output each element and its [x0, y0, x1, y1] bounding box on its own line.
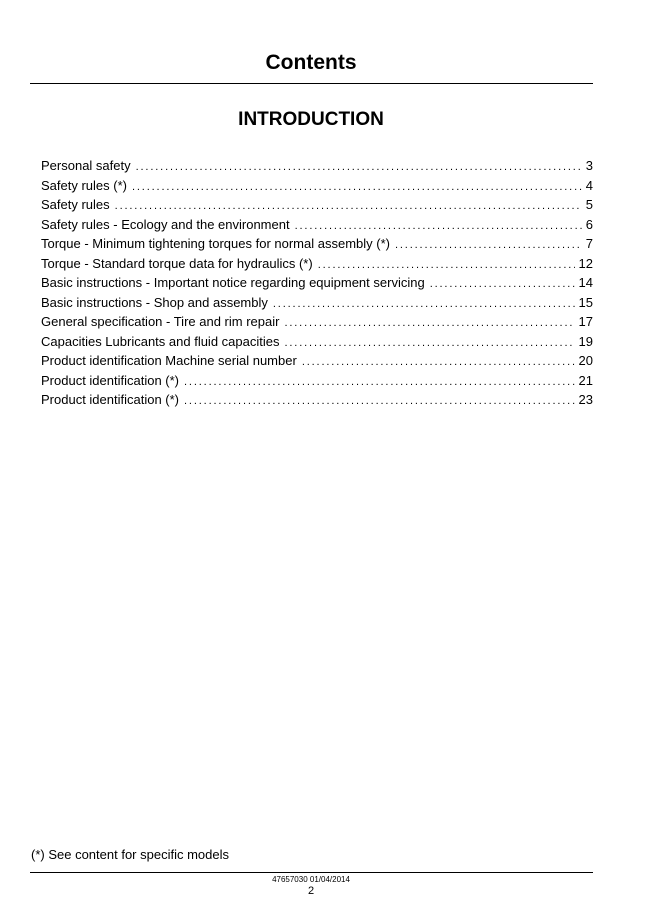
toc-leader-dots: [184, 373, 575, 393]
footnote: (*) See content for specific models: [31, 847, 229, 862]
toc-entry-label[interactable]: Product identification Machine serial number: [41, 353, 297, 368]
top-divider: [30, 83, 593, 84]
toc-entry-label[interactable]: Product identification (*): [41, 392, 180, 407]
toc-entry-page[interactable]: 20: [578, 353, 593, 368]
toc-entry-page[interactable]: 19: [578, 333, 593, 349]
toc-entry[interactable]: [41, 390, 593, 410]
toc-entry-label[interactable]: Torque - Minimum tightening torques for normal assembly (*): [41, 236, 390, 251]
toc-entry-label[interactable]: Safety rules - Ecology and the environment: [41, 216, 290, 232]
toc-entry-label[interactable]: General specification - Tire and rim repair: [41, 314, 280, 329]
toc-entry-page[interactable]: 3: [585, 158, 593, 173]
toc-entry-page[interactable]: 23: [578, 392, 593, 407]
toc-entry-page[interactable]: 5: [585, 197, 593, 212]
toc-leader-dots: [132, 178, 582, 198]
toc-entry[interactable]: [41, 254, 593, 274]
section-title: INTRODUCTION: [238, 109, 384, 130]
toc-entry[interactable]: [41, 215, 593, 235]
toc-entry[interactable]: [41, 312, 593, 332]
toc-entry-label[interactable]: Personal safety: [41, 158, 131, 173]
bottom-divider: [30, 872, 593, 873]
toc-entry[interactable]: [41, 351, 593, 371]
toc-entry[interactable]: [41, 195, 593, 215]
toc-leader-dots: [184, 392, 575, 412]
toc-leader-dots: [136, 158, 582, 178]
document-id: 47657030 01/04/2014: [272, 875, 350, 884]
toc-entry-label[interactable]: Basic instructions - Shop and assembly: [41, 294, 268, 310]
toc-entry-page[interactable]: 21: [578, 372, 593, 388]
toc-entry[interactable]: [41, 293, 593, 313]
toc-entry[interactable]: [41, 332, 593, 352]
toc-leader-dots: [273, 295, 575, 315]
toc-entry-page[interactable]: 12: [578, 255, 593, 271]
toc-entry-page[interactable]: 4: [585, 177, 593, 193]
toc-entry[interactable]: [41, 273, 593, 293]
toc-entry-label[interactable]: Safety rules (*): [41, 177, 127, 193]
toc-entry-label[interactable]: Safety rules: [41, 197, 110, 212]
toc-leader-dots: [302, 353, 575, 373]
toc-entry-page[interactable]: 17: [578, 314, 593, 329]
toc-entry-label[interactable]: Capacities Lubricants and fluid capacities: [41, 333, 280, 349]
toc-entry[interactable]: [41, 371, 593, 391]
page-title: Contents: [265, 51, 357, 74]
toc-leader-dots: [284, 314, 574, 334]
page-number: 2: [307, 885, 315, 897]
toc-leader-dots: [284, 334, 574, 354]
toc-entry-page[interactable]: 14: [578, 275, 593, 290]
toc-entry[interactable]: [41, 234, 593, 254]
toc-entry[interactable]: [41, 156, 593, 176]
toc-entry-label[interactable]: Product identification (*): [41, 372, 180, 388]
toc-leader-dots: [395, 236, 582, 256]
toc-entry-page[interactable]: 7: [585, 236, 593, 251]
toc-entry-label[interactable]: Basic instructions - Important notice regarding equipment servicing: [41, 275, 425, 290]
table-of-contents: [41, 156, 593, 410]
toc-entry[interactable]: [41, 176, 593, 196]
toc-entry-page[interactable]: 6: [585, 216, 593, 232]
toc-entry-label[interactable]: Torque - Standard torque data for hydraulics (*): [41, 255, 313, 271]
toc-entry-page[interactable]: 15: [578, 294, 593, 310]
toc-leader-dots: [430, 275, 575, 295]
